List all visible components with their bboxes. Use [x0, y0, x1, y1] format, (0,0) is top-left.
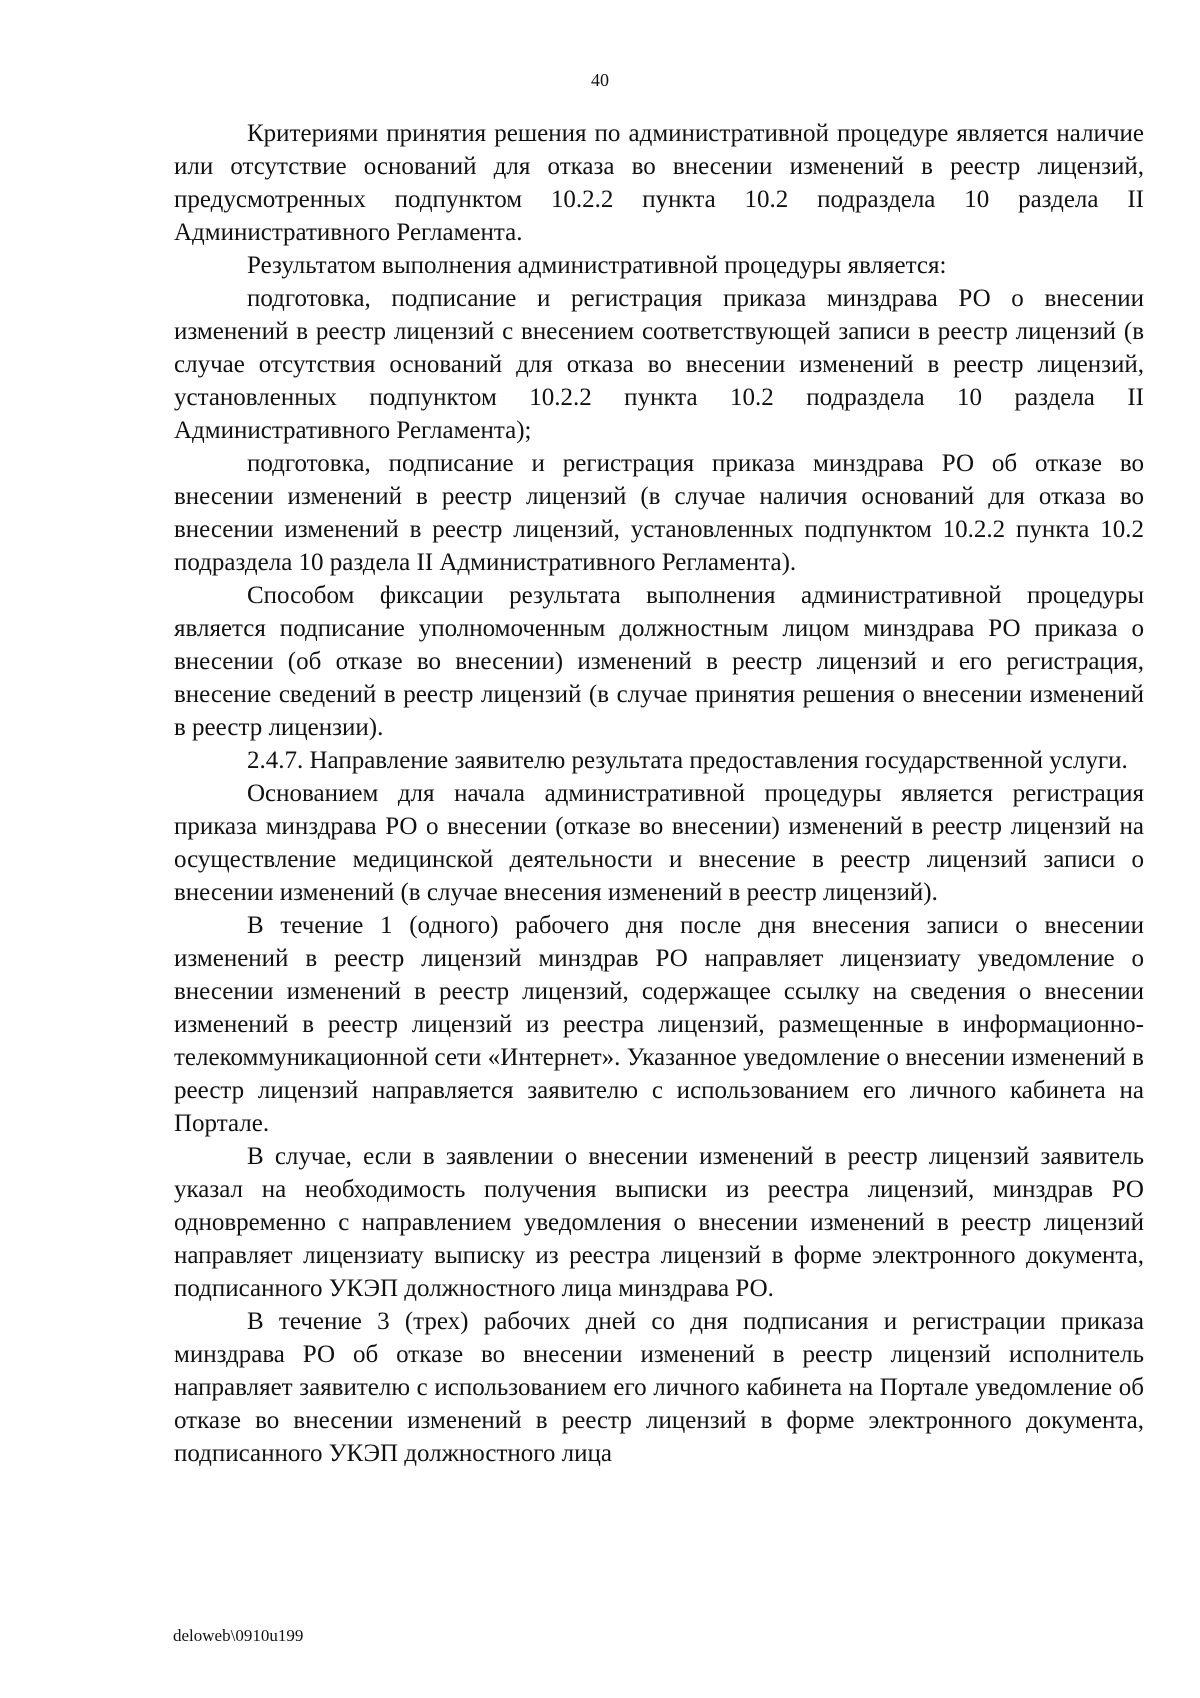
paragraph-result-refuse: подготовка, подписание и регистрация приказа минздрава РО об отказе во внесении изменений в реестр лицензий (в случае наличия оснований для отказа во внесении изменений в реестр лицензий, установленных подпунктом 10.2.2 пункта 10.2 подраздела 10 раздела II Административного Регламента).	[174, 450, 1144, 576]
paragraph-procedure-basis: Основанием для начала административной процедуры является регистрация приказа минздрава РО о внесении (отказе во внесении) изменений в реестр лицензий на осуществление медицинской деятельности и внесение в реестр лицензий записи о внесении изменений (в случае внесения изменений в реестр лицензий).	[174, 780, 1144, 906]
page-number: 40	[591, 70, 609, 90]
paragraph-criteria: Критериями принятия решения по административной процедуре является наличие или отсутствие оснований для отказа во внесении изменений в реестр лицензий, предусмотренных подпунктом 10.2.2 пункта 10.2 подраздела 10 раздела II Административного Регламента.	[174, 120, 1144, 246]
paragraph-result-intro: Результатом выполнения административной процедуры является:	[247, 252, 947, 279]
footer-document-code: deloweb\0910u199	[173, 1626, 304, 1645]
paragraph-notification: В течение 1 (одного) рабочего дня после дня внесения записи о внесении изменений в реестр лицензий минздрав РО направляет лицензиату уведомление о внесении изменений в реестр лицензий, содержащее ссылку на сведения о внесении изменений в реестр лицензий из реестра лицензий, размещенные в информационно-телекоммуникационной сети «Интернет». Указанное уведомление о внесении изменений в реестр лицензий направляется заявителю с использованием его личного кабинета на Портале.	[174, 912, 1144, 1137]
paragraph-result-approve: подготовка, подписание и регистрация приказа минздрава РО о внесении изменений в реестр лицензий с внесением соответствующей записи в реестр лицензий (в случае отсутствия оснований для отказа во внесении изменений в реестр лицензий, установленных подпунктом 10.2.2 пункта 10.2 подраздела 10 раздела II Административного Регламента);	[174, 285, 1144, 444]
paragraph-refusal-notice: В течение 3 (трех) рабочих дней со дня подписания и регистрации приказа минздрава РО об отказе во внесении изменений в реестр лицензий исполнитель направляет заявителю с использованием его личного кабинета на Портале уведомление об отказе во внесении изменений в реестр лицензий в форме электронного документа, подписанного УКЭП должностного лица	[174, 1308, 1144, 1467]
paragraph-extract: В случае, если в заявлении о внесении изменений в реестр лицензий заявитель указал на необходимость получения выписки из реестра лицензий, минздрав РО одновременно с направлением уведомления о внесении изменений в реестр лицензий направляет лицензиату выписку из реестра лицензий в форме электронного документа, подписанного УКЭП должностного лица минздрава РО.	[174, 1143, 1144, 1302]
section-heading-2-4-7: 2.4.7. Направление заявителю результата предоставления государственной услуги.	[247, 747, 1128, 774]
paragraph-fixation-method: Способом фиксации результата выполнения административной процедуры является подписание уполномоченным должностным лицом минздрава РО приказа о внесении (об отказе во внесении) изменений в реестр лицензий и его регистрация, внесение сведений в реестр лицензий (в случае принятия решения о внесении изменений в реестр лицензии).	[174, 582, 1144, 741]
document-body	[174, 117, 1144, 1470]
